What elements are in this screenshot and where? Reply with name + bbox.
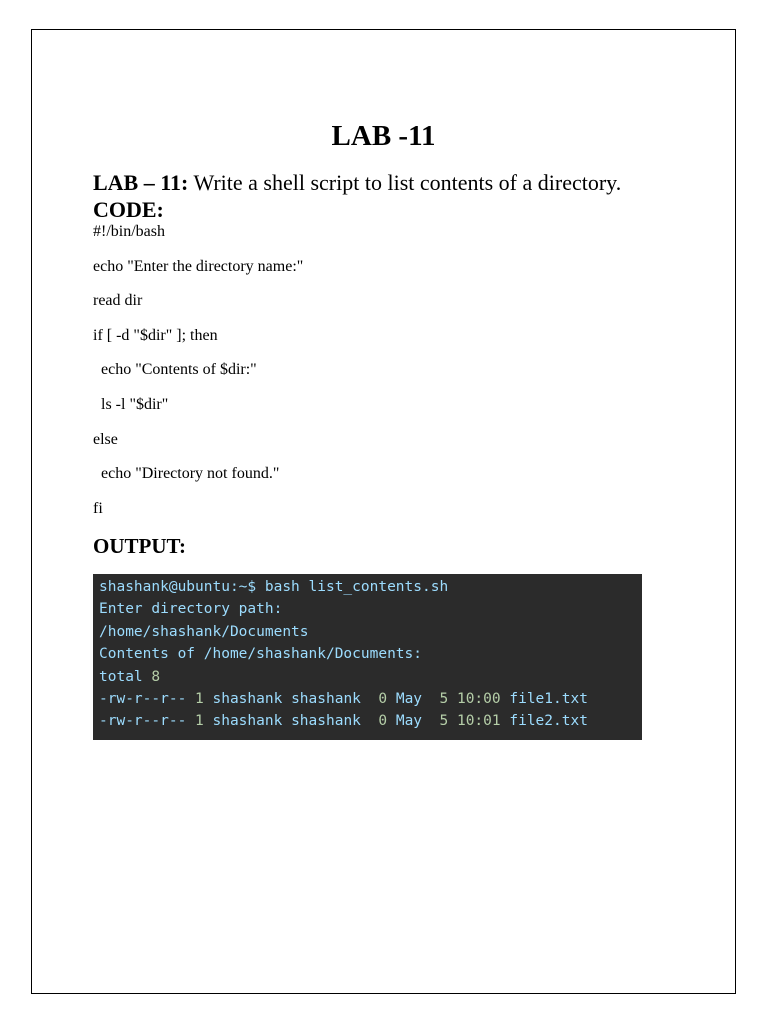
terminal-file-row xyxy=(99,688,636,710)
file-owner: shashank shashank xyxy=(203,690,379,707)
file-time: 10:01 xyxy=(456,713,501,730)
terminal-line: Contents of /home/shashank/Documents: xyxy=(99,646,423,663)
file-space xyxy=(448,713,457,729)
terminal-line: /home/shashank/Documents xyxy=(99,623,309,640)
file-perms: -rw-r--r-- xyxy=(99,690,196,707)
code-line: echo "Directory not found." xyxy=(93,465,280,483)
code-line: read dir xyxy=(93,292,143,310)
file-name: file1.txt xyxy=(500,690,588,707)
code-line: if [ -d "$dir" ]; then xyxy=(93,326,218,344)
code-line: ls -l "$dir" xyxy=(93,395,169,413)
file-time: 10:00 xyxy=(456,690,501,707)
question-text: Write a shell script to list contents of a directory. xyxy=(188,170,622,195)
file-links: 1 xyxy=(195,713,204,730)
total-label: total xyxy=(99,668,152,685)
total-value: 8 xyxy=(151,668,161,685)
file-month: May xyxy=(387,690,440,707)
file-name: file2.txt xyxy=(500,713,588,730)
output-heading: OUTPUT: xyxy=(93,534,186,558)
code-line: fi xyxy=(93,499,103,517)
code-line: #!/bin/bash xyxy=(93,223,165,240)
code-line: echo "Contents of $dir:" xyxy=(93,361,257,379)
file-month: May xyxy=(387,713,440,730)
file-links: 1 xyxy=(195,690,204,707)
file-size: 0 xyxy=(378,690,388,707)
file-day: 5 xyxy=(439,713,449,730)
code-heading: CODE: xyxy=(93,197,164,222)
code-block xyxy=(93,223,303,534)
file-day: 5 xyxy=(439,690,449,707)
file-perms: -rw-r--r-- xyxy=(99,713,196,730)
file-size: 0 xyxy=(378,713,388,730)
file-space xyxy=(448,691,457,707)
terminal-file-row xyxy=(99,710,636,732)
code-line: echo "Enter the directory name:" xyxy=(93,257,304,275)
question-label: LAB – 11: xyxy=(93,170,189,195)
lab-question xyxy=(93,170,621,196)
file-owner: shashank shashank xyxy=(203,713,379,730)
terminal-line: shashank@ubuntu:~$ bash list_contents.sh xyxy=(99,579,449,595)
terminal-line xyxy=(99,666,636,688)
page-title: LAB -11 xyxy=(331,120,436,152)
code-line: else xyxy=(93,430,118,448)
terminal-line: Enter directory path: xyxy=(99,601,283,618)
terminal-output xyxy=(93,574,642,740)
document-page xyxy=(31,29,736,994)
